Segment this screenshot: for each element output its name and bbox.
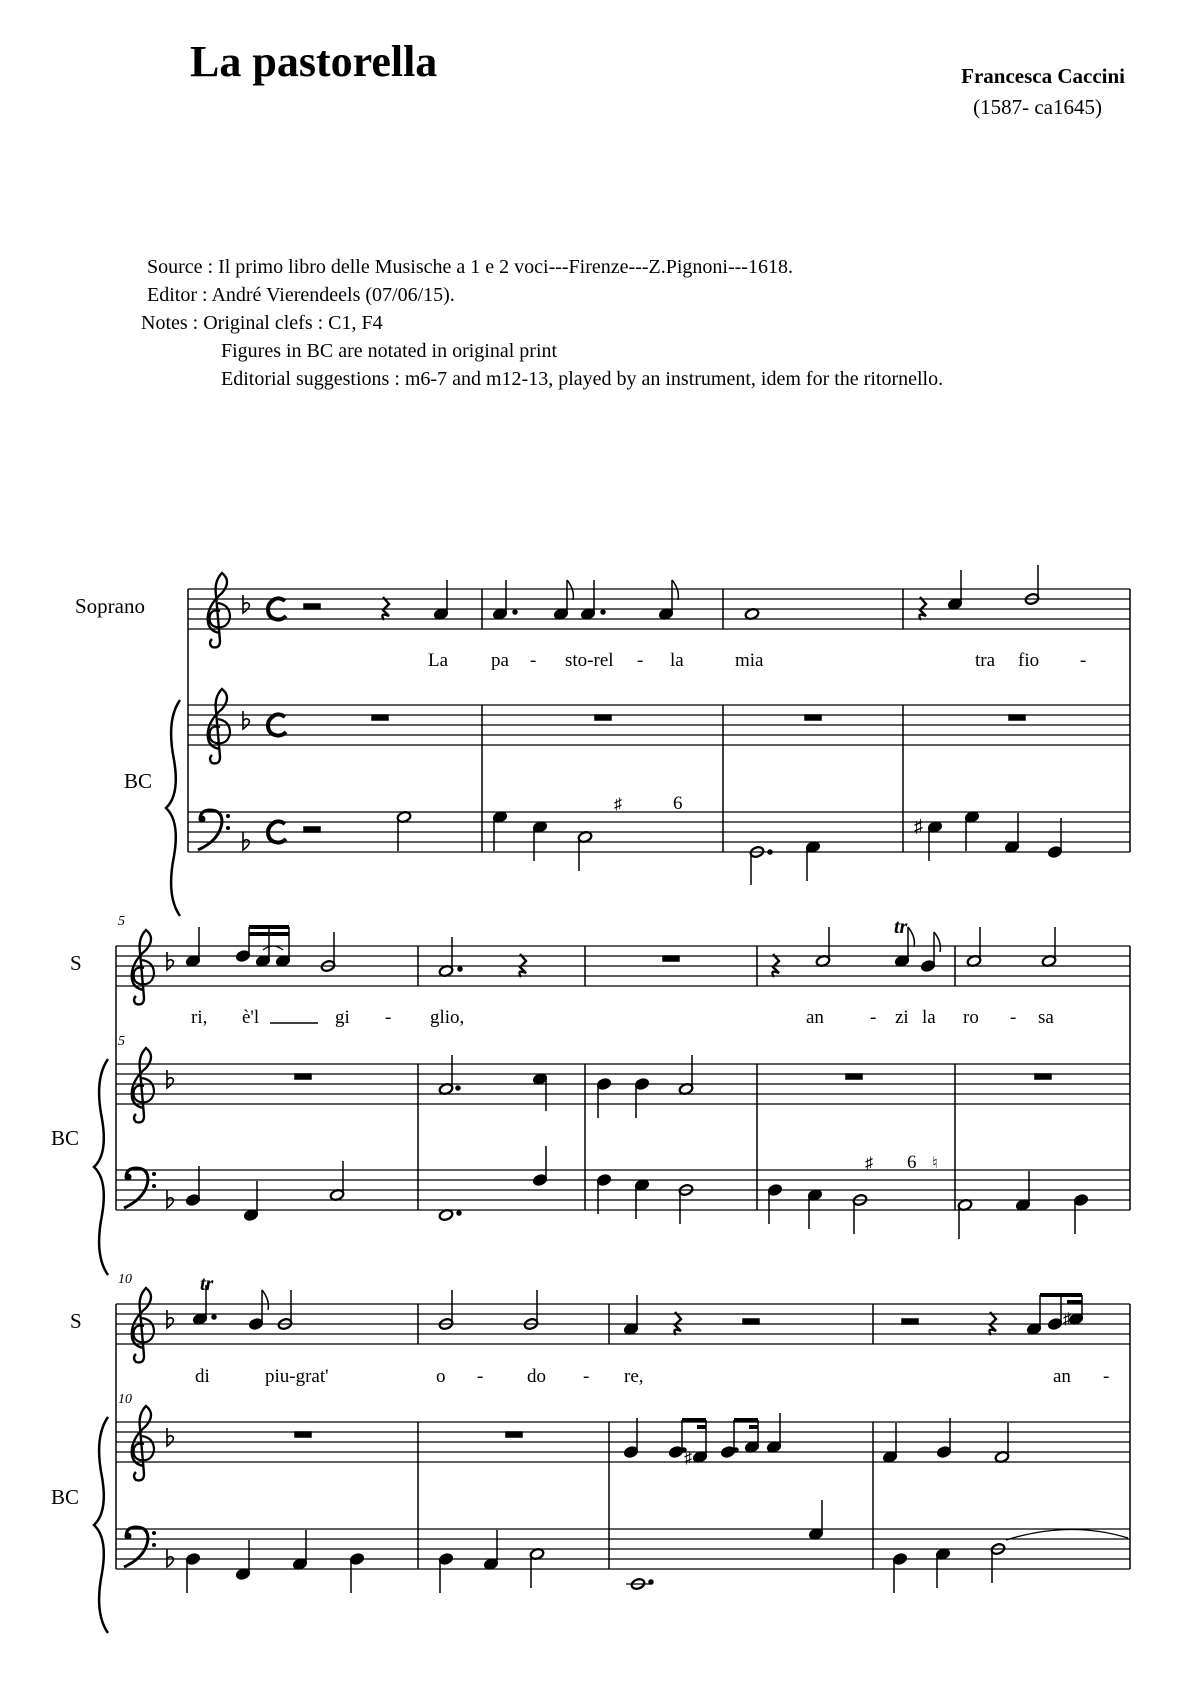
lyric: sto-rel — [565, 650, 614, 671]
system-2-soprano — [185, 916, 1056, 977]
lyrics-system-2 — [191, 1007, 1054, 1028]
lyric: sa — [1038, 1007, 1054, 1028]
system-1-bc — [304, 715, 1063, 885]
bc-figures — [614, 793, 938, 1173]
lyric: an — [1053, 1366, 1071, 1387]
page-title: La pastorella — [190, 37, 438, 86]
lyric: pa — [491, 650, 509, 671]
lyric: La — [428, 650, 449, 671]
system-1-soprano — [304, 565, 1040, 621]
lyric: an — [806, 1007, 824, 1028]
lyric: zi — [895, 1007, 909, 1028]
lyric: o — [436, 1366, 446, 1387]
lyric: - — [530, 650, 537, 671]
bc-figure: ♯ — [614, 796, 622, 813]
lyric: - — [637, 650, 644, 671]
bc-figure: ♮ — [932, 1155, 938, 1172]
lyric: - — [870, 1007, 877, 1028]
figures-note: Figures in BC are notated in original print — [221, 340, 558, 362]
staff-lines — [116, 589, 1130, 1569]
part-label-bc: BC — [51, 1485, 80, 1509]
lyric: la — [670, 650, 684, 671]
lyric: - — [583, 1366, 590, 1387]
lyrics-system-3 — [195, 1366, 1109, 1387]
clefs-keys-meters — [124, 573, 286, 1567]
lyric: è'l — [242, 1007, 260, 1028]
editor-note: Editor : André Vierendeels (07/06/15). — [147, 284, 455, 306]
part-label-bc: BC — [124, 769, 153, 793]
system-3-bc — [185, 1413, 1128, 1593]
bc-figure: ♯ — [865, 1155, 873, 1172]
lyric: - — [1103, 1366, 1110, 1387]
svg-text:tr: tr — [894, 916, 908, 938]
svg-text:♯: ♯ — [1063, 1311, 1071, 1328]
measure-number: 10 — [118, 1392, 132, 1407]
part-label-bc: BC — [51, 1126, 80, 1150]
lyric: do — [527, 1366, 546, 1387]
lyric: la — [922, 1007, 936, 1028]
lyric: mia — [735, 650, 764, 671]
bc-figure: 6 — [907, 1152, 917, 1173]
lyric: ro — [963, 1007, 979, 1028]
composer-dates: (1587- ca1645) — [973, 95, 1102, 119]
lyric: re, — [624, 1366, 644, 1387]
source-note: Source : Il primo libro delle Musische a 1 e 2 voci---Firenze---Z.Pignoni---1618. — [147, 256, 793, 278]
lyric: ri, — [191, 1007, 208, 1028]
lyric: - — [1080, 650, 1087, 671]
system-2-bc — [185, 1055, 1088, 1239]
lyric: fio — [1018, 650, 1040, 671]
lyric: glio, — [430, 1007, 465, 1028]
svg-text:♯: ♯ — [914, 816, 923, 836]
lyric: piu-grat' — [265, 1366, 329, 1387]
measure-number: 10 — [118, 1272, 132, 1287]
lyric: gi — [335, 1007, 350, 1028]
bc-figure: 6 — [673, 793, 683, 814]
measure-numbers — [118, 914, 132, 1407]
part-label-s: S — [70, 951, 82, 975]
part-labels — [51, 594, 152, 1509]
measure-number: 5 — [118, 914, 125, 929]
clefs-note: Notes : Original clefs : C1, F4 — [141, 312, 383, 334]
braces — [94, 700, 180, 1633]
suggestions-note: Editorial suggestions : m6-7 and m12-13, played by an instrument, idem for the ritornello. — [221, 368, 944, 390]
measure-number: 5 — [118, 1034, 125, 1049]
lyric: - — [477, 1366, 484, 1387]
composer-name: Francesca Caccini — [961, 64, 1125, 88]
lyrics-system-1 — [428, 650, 1086, 671]
part-label-s: S — [70, 1309, 82, 1333]
svg-text:tr: tr — [200, 1273, 214, 1295]
lyric: - — [1010, 1007, 1017, 1028]
svg-text:♯: ♯ — [684, 1450, 692, 1467]
lyric: di — [195, 1366, 210, 1387]
part-label-soprano: Soprano — [75, 594, 145, 618]
lyric: tra — [975, 650, 996, 671]
lyric: - — [385, 1007, 392, 1028]
